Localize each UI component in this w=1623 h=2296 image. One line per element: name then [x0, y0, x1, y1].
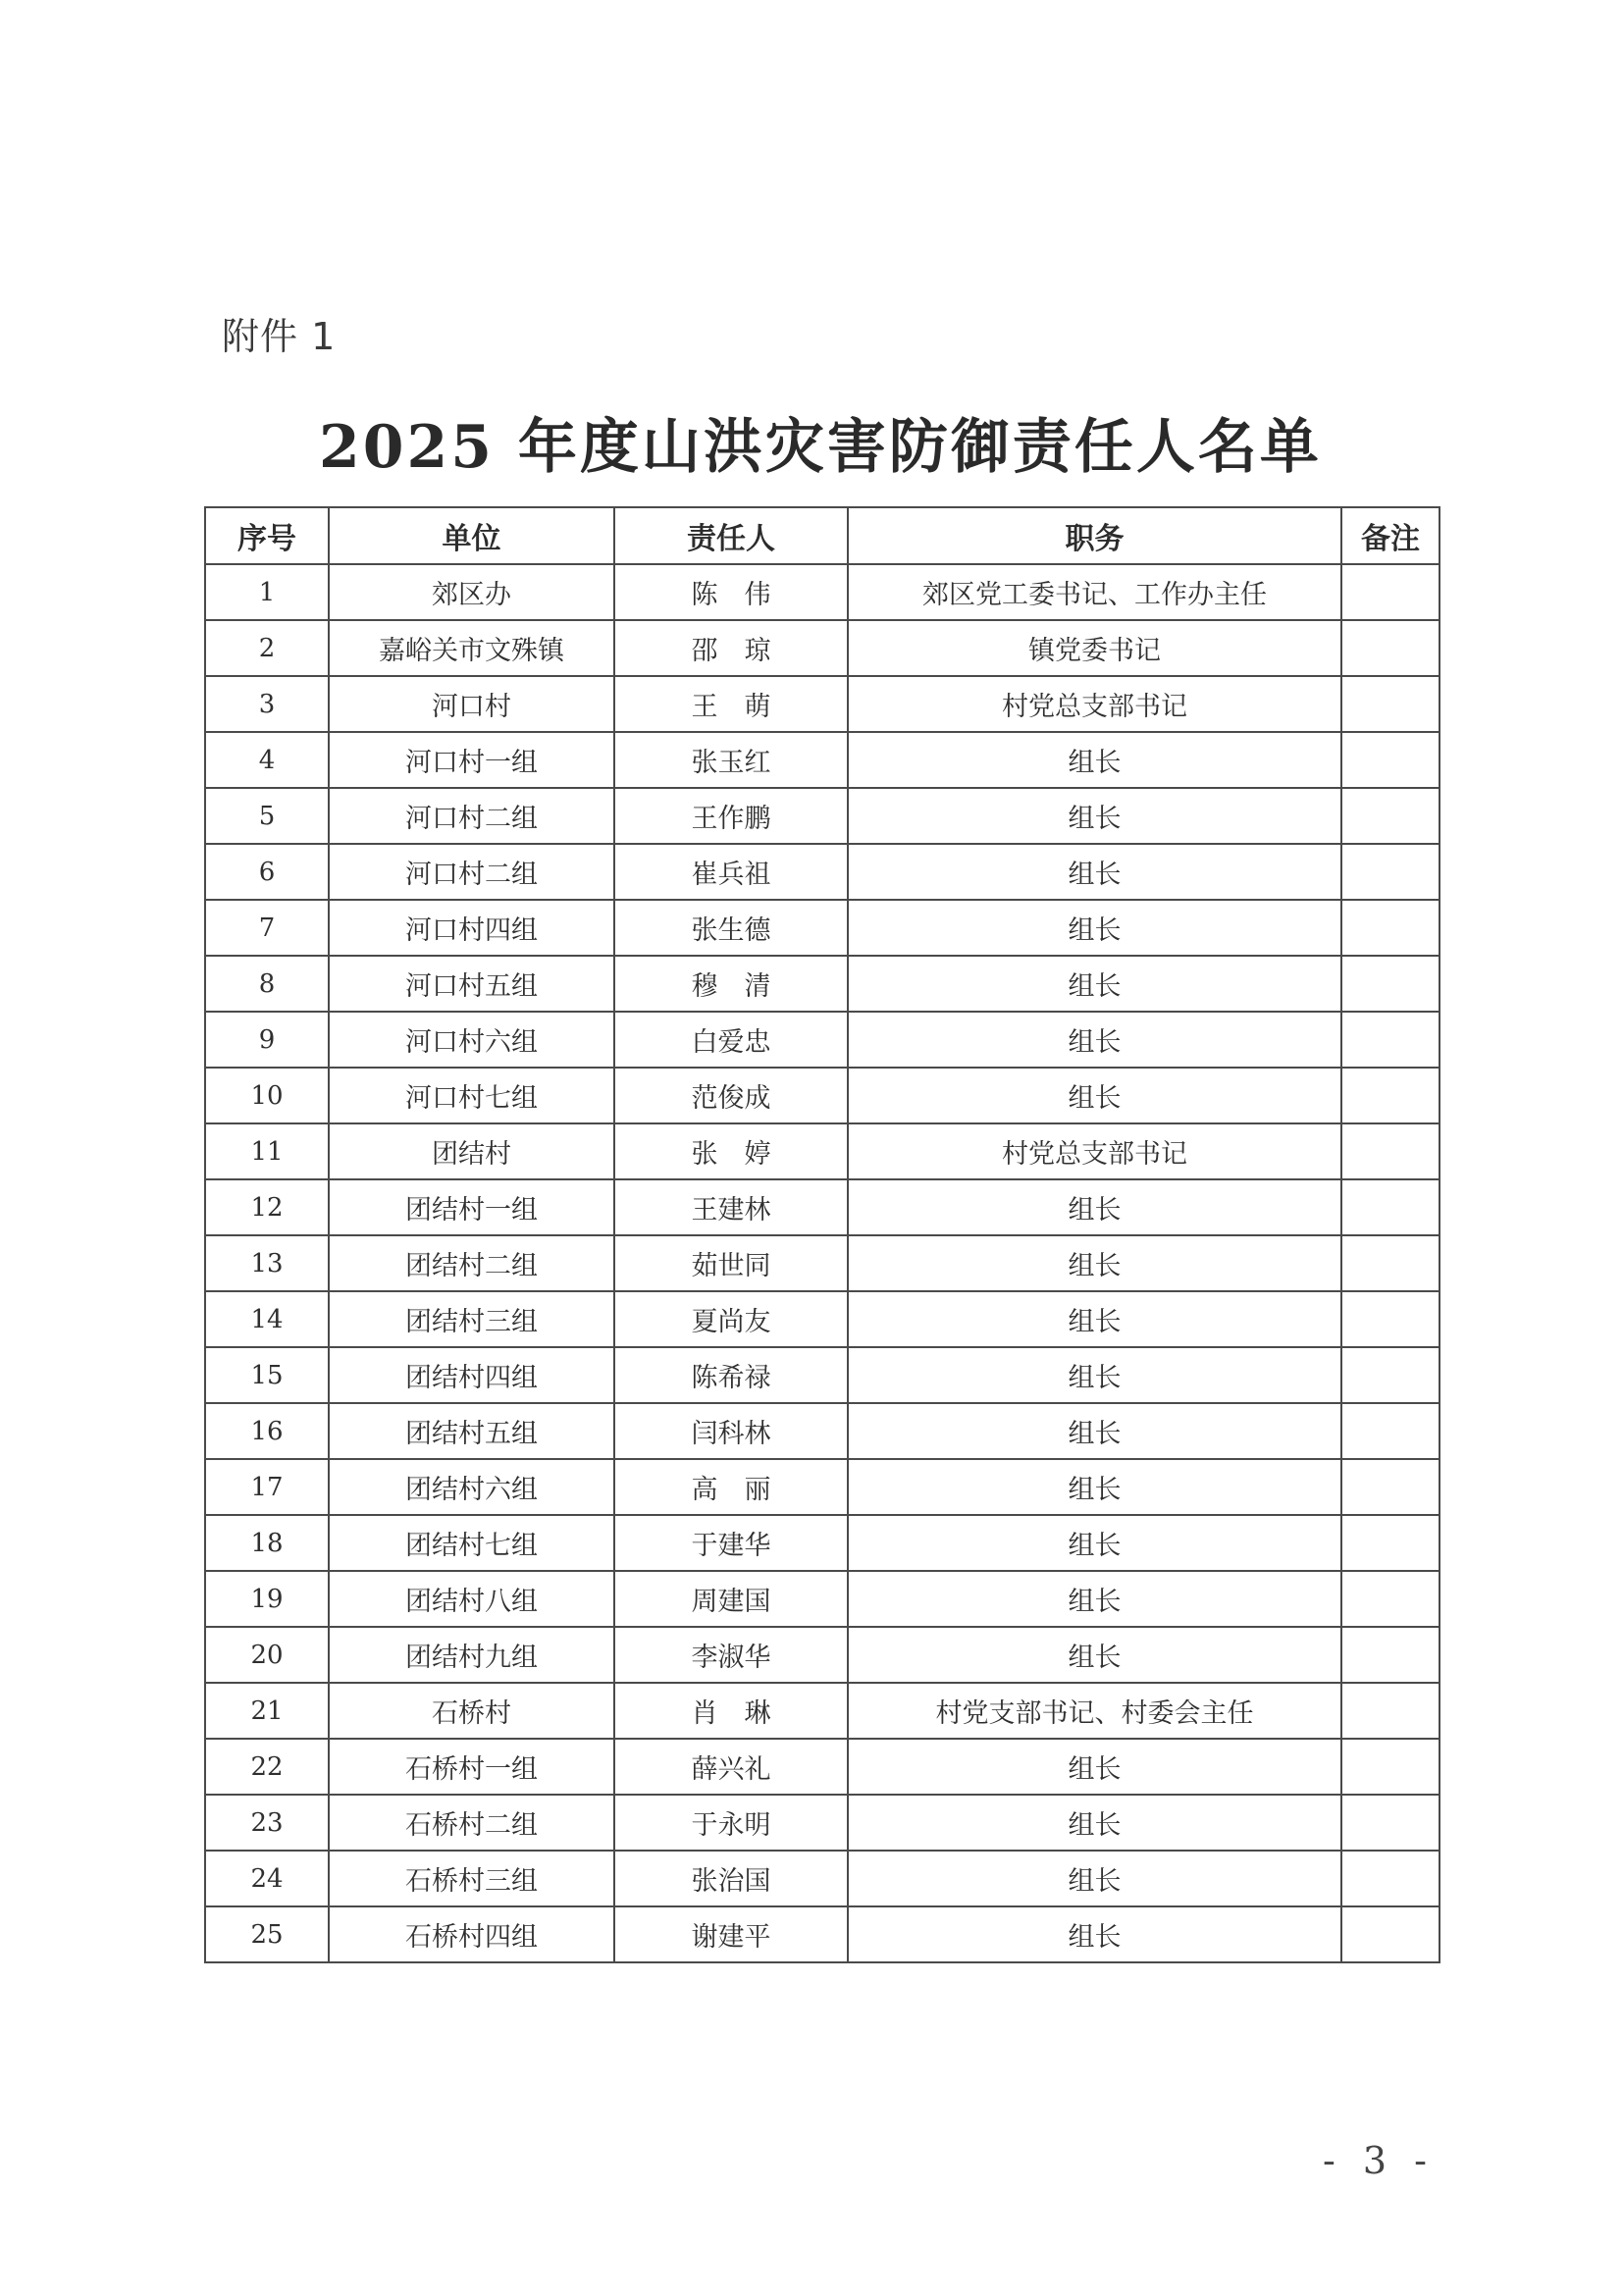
cell-index: 7 — [205, 900, 329, 956]
cell-person: 肖 琳 — [614, 1683, 848, 1739]
cell-person: 谢建平 — [614, 1906, 848, 1962]
cell-position: 村党总支部书记 — [848, 1123, 1341, 1179]
cell-unit: 团结村四组 — [329, 1347, 614, 1403]
cell-position: 组长 — [848, 1795, 1341, 1851]
cell-position: 组长 — [848, 1403, 1341, 1459]
cell-index: 21 — [205, 1683, 329, 1739]
cell-remark — [1341, 1012, 1440, 1068]
cell-unit: 团结村五组 — [329, 1403, 614, 1459]
table-row — [205, 676, 1440, 732]
table-row — [205, 1179, 1440, 1235]
cell-index: 11 — [205, 1123, 329, 1179]
document-title: 2025 年度山洪灾害防御责任人名单 — [319, 413, 1322, 482]
table-row — [205, 1068, 1440, 1123]
cell-person: 周建国 — [614, 1571, 848, 1627]
cell-remark — [1341, 1683, 1440, 1739]
cell-remark — [1341, 1459, 1440, 1515]
table-row — [205, 1459, 1440, 1515]
cell-unit: 河口村七组 — [329, 1068, 614, 1123]
column-header-index: 序号 — [205, 507, 329, 564]
cell-person: 高 丽 — [614, 1459, 848, 1515]
cell-index: 16 — [205, 1403, 329, 1459]
cell-person: 王建林 — [614, 1179, 848, 1235]
cell-person: 王 萌 — [614, 676, 848, 732]
cell-person: 张 婷 — [614, 1123, 848, 1179]
cell-unit: 河口村一组 — [329, 732, 614, 788]
cell-unit: 河口村五组 — [329, 956, 614, 1012]
table-row — [205, 1906, 1440, 1962]
cell-remark — [1341, 1347, 1440, 1403]
cell-remark — [1341, 564, 1440, 620]
cell-remark — [1341, 1739, 1440, 1795]
page-number: - 3 - — [1323, 2139, 1436, 2182]
cell-person: 夏尚友 — [614, 1291, 848, 1347]
cell-position: 组长 — [848, 1012, 1341, 1068]
cell-unit: 河口村 — [329, 676, 614, 732]
cell-remark — [1341, 1123, 1440, 1179]
cell-person: 张玉红 — [614, 732, 848, 788]
cell-position: 组长 — [848, 732, 1341, 788]
cell-remark — [1341, 676, 1440, 732]
cell-index: 15 — [205, 1347, 329, 1403]
cell-position: 镇党委书记 — [848, 620, 1341, 676]
table-row — [205, 732, 1440, 788]
cell-position: 郊区党工委书记、工作办主任 — [848, 564, 1341, 620]
cell-unit: 郊区办 — [329, 564, 614, 620]
cell-position: 组长 — [848, 956, 1341, 1012]
table-row — [205, 1739, 1440, 1795]
table-row — [205, 1851, 1440, 1906]
table-row — [205, 1627, 1440, 1683]
cell-remark — [1341, 900, 1440, 956]
cell-index: 12 — [205, 1179, 329, 1235]
cell-unit: 石桥村二组 — [329, 1795, 614, 1851]
cell-person: 陈希禄 — [614, 1347, 848, 1403]
table-row — [205, 1683, 1440, 1739]
cell-position: 组长 — [848, 1347, 1341, 1403]
table-row — [205, 1571, 1440, 1627]
cell-position: 组长 — [848, 788, 1341, 844]
table-row — [205, 900, 1440, 956]
cell-unit: 石桥村三组 — [329, 1851, 614, 1906]
cell-unit: 河口村四组 — [329, 900, 614, 956]
cell-remark — [1341, 1068, 1440, 1123]
cell-index: 20 — [205, 1627, 329, 1683]
table-row — [205, 1795, 1440, 1851]
cell-remark — [1341, 844, 1440, 900]
table-row — [205, 1123, 1440, 1179]
table-header-row — [205, 507, 1440, 564]
cell-person: 王作鹏 — [614, 788, 848, 844]
cell-unit: 石桥村 — [329, 1683, 614, 1739]
cell-index: 25 — [205, 1906, 329, 1962]
cell-remark — [1341, 1291, 1440, 1347]
column-header-person: 责任人 — [614, 507, 848, 564]
cell-index: 9 — [205, 1012, 329, 1068]
cell-index: 8 — [205, 956, 329, 1012]
table-row — [205, 1403, 1440, 1459]
cell-position: 组长 — [848, 900, 1341, 956]
column-header-position: 职务 — [848, 507, 1341, 564]
cell-index: 2 — [205, 620, 329, 676]
cell-unit: 河口村二组 — [329, 844, 614, 900]
cell-remark — [1341, 1851, 1440, 1906]
attachment-label: 附件 1 — [222, 315, 337, 358]
table-row — [205, 788, 1440, 844]
cell-position: 组长 — [848, 1571, 1341, 1627]
cell-position: 组长 — [848, 1068, 1341, 1123]
cell-remark — [1341, 1403, 1440, 1459]
cell-index: 3 — [205, 676, 329, 732]
cell-person: 白爱忠 — [614, 1012, 848, 1068]
cell-remark — [1341, 1571, 1440, 1627]
cell-remark — [1341, 1515, 1440, 1571]
cell-index: 23 — [205, 1795, 329, 1851]
cell-person: 闫科林 — [614, 1403, 848, 1459]
table-row — [205, 956, 1440, 1012]
cell-person: 邵 琼 — [614, 620, 848, 676]
cell-unit: 团结村七组 — [329, 1515, 614, 1571]
cell-person: 范俊成 — [614, 1068, 848, 1123]
column-header-unit: 单位 — [329, 507, 614, 564]
table-row — [205, 564, 1440, 620]
table-row — [205, 1235, 1440, 1291]
cell-position: 组长 — [848, 1851, 1341, 1906]
responsibility-roster-table — [204, 506, 1440, 1963]
table-row — [205, 1291, 1440, 1347]
cell-position: 组长 — [848, 1235, 1341, 1291]
cell-unit: 团结村一组 — [329, 1179, 614, 1235]
cell-remark — [1341, 788, 1440, 844]
cell-index: 6 — [205, 844, 329, 900]
table-row — [205, 1347, 1440, 1403]
cell-person: 陈 伟 — [614, 564, 848, 620]
cell-unit: 河口村二组 — [329, 788, 614, 844]
cell-remark — [1341, 956, 1440, 1012]
cell-position: 组长 — [848, 844, 1341, 900]
cell-person: 于建华 — [614, 1515, 848, 1571]
cell-unit: 嘉峪关市文殊镇 — [329, 620, 614, 676]
cell-person: 崔兵祖 — [614, 844, 848, 900]
cell-person: 于永明 — [614, 1795, 848, 1851]
cell-unit: 河口村六组 — [329, 1012, 614, 1068]
table-row — [205, 1012, 1440, 1068]
cell-person: 茹世同 — [614, 1235, 848, 1291]
column-header-remark: 备注 — [1341, 507, 1440, 564]
cell-unit: 石桥村一组 — [329, 1739, 614, 1795]
cell-remark — [1341, 620, 1440, 676]
cell-unit: 团结村八组 — [329, 1571, 614, 1627]
cell-position: 组长 — [848, 1459, 1341, 1515]
cell-remark — [1341, 732, 1440, 788]
cell-unit: 石桥村四组 — [329, 1906, 614, 1962]
cell-index: 22 — [205, 1739, 329, 1795]
cell-index: 17 — [205, 1459, 329, 1515]
cell-position: 组长 — [848, 1906, 1341, 1962]
cell-remark — [1341, 1795, 1440, 1851]
cell-index: 5 — [205, 788, 329, 844]
cell-index: 10 — [205, 1068, 329, 1123]
cell-position: 组长 — [848, 1515, 1341, 1571]
cell-person: 穆 清 — [614, 956, 848, 1012]
cell-position: 村党支部书记、村委会主任 — [848, 1683, 1341, 1739]
cell-position: 组长 — [848, 1291, 1341, 1347]
cell-remark — [1341, 1906, 1440, 1962]
cell-index: 19 — [205, 1571, 329, 1627]
cell-index: 14 — [205, 1291, 329, 1347]
cell-unit: 团结村三组 — [329, 1291, 614, 1347]
table-row — [205, 1515, 1440, 1571]
cell-index: 1 — [205, 564, 329, 620]
cell-unit: 团结村二组 — [329, 1235, 614, 1291]
cell-person: 张治国 — [614, 1851, 848, 1906]
cell-unit: 团结村九组 — [329, 1627, 614, 1683]
table-row — [205, 620, 1440, 676]
cell-position: 村党总支部书记 — [848, 676, 1341, 732]
cell-position: 组长 — [848, 1739, 1341, 1795]
cell-position: 组长 — [848, 1627, 1341, 1683]
cell-remark — [1341, 1179, 1440, 1235]
cell-person: 张生德 — [614, 900, 848, 956]
cell-index: 18 — [205, 1515, 329, 1571]
cell-position: 组长 — [848, 1179, 1341, 1235]
cell-remark — [1341, 1235, 1440, 1291]
table-row — [205, 844, 1440, 900]
cell-index: 13 — [205, 1235, 329, 1291]
cell-index: 4 — [205, 732, 329, 788]
cell-index: 24 — [205, 1851, 329, 1906]
cell-person: 薛兴礼 — [614, 1739, 848, 1795]
table-body — [205, 564, 1440, 1962]
cell-person: 李淑华 — [614, 1627, 848, 1683]
cell-unit: 团结村 — [329, 1123, 614, 1179]
cell-unit: 团结村六组 — [329, 1459, 614, 1515]
cell-remark — [1341, 1627, 1440, 1683]
